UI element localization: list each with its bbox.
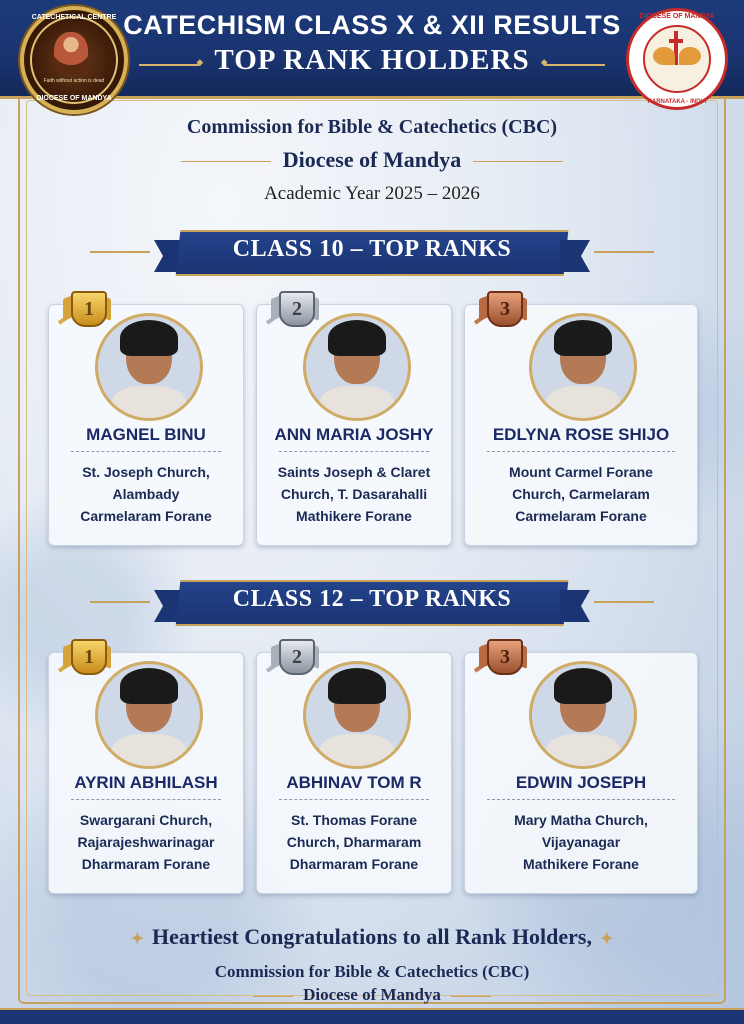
rank-card (256, 645, 452, 894)
congratulations-line (0, 924, 744, 950)
forane-line: Carmelaram Forane (80, 508, 212, 524)
sparkle-icon: ✦ (130, 931, 144, 948)
rank-card (256, 297, 452, 546)
class10-heading: CLASS 10 – TOP RANKS (232, 236, 512, 262)
parish-line: Alambady (112, 486, 180, 502)
congratulations-text: Heartiest Congratulations to all Rank Holders, (152, 924, 592, 949)
gold-medal-icon (65, 291, 109, 327)
diocese-logo (626, 8, 728, 110)
student-name: AYRIN ABHILASH (74, 773, 218, 792)
footer-diocese-wrap (0, 985, 744, 1005)
rank-number: 2 (279, 291, 315, 327)
dotted-divider (71, 799, 221, 800)
diocese-heading: Diocese of Mandya (282, 147, 462, 172)
bottom-band (0, 1008, 744, 1024)
rank-number: 1 (71, 639, 107, 675)
student-photo (529, 313, 637, 421)
ornament-right (545, 64, 605, 66)
student-photo (95, 313, 203, 421)
logo-right-top-text: DIOCESE OF MANDYA (639, 13, 715, 20)
catechetical-centre-logo (20, 6, 128, 114)
commission-heading: Commission for Bible & Catechetics (CBC) (186, 116, 558, 138)
parish-line: Church, Carmelaram (512, 486, 650, 502)
hand-left-icon (653, 47, 675, 65)
divider-line (253, 996, 293, 997)
student-name: ANN MARIA JOSHY (274, 425, 434, 444)
student-photo (529, 661, 637, 769)
forane-line: Mathikere Forane (523, 856, 639, 872)
student-photo (303, 661, 411, 769)
parish-line: Swargarani Church, (79, 812, 213, 828)
student-parish (261, 809, 447, 875)
rank-number: 3 (487, 639, 523, 675)
student-name: ABHINAV TOM R (286, 773, 422, 792)
hand-right-icon (679, 47, 701, 65)
bronze-medal-icon (481, 291, 525, 327)
logo-right-bottom-text: KARNATAKA - INDIA (647, 99, 707, 105)
rank-card (464, 645, 698, 894)
divider-line (473, 161, 563, 162)
dotted-divider (487, 451, 675, 452)
logo-left-top-text: CATECHETICAL CENTRE (31, 14, 117, 21)
ornament-left (139, 64, 199, 66)
gold-medal-icon (65, 639, 109, 675)
parish-line: Saints Joseph & Claret (277, 464, 431, 480)
forane-line: Mathikere Forane (296, 508, 412, 524)
forane-line: Dharmaram Forane (81, 856, 211, 872)
student-photo (303, 313, 411, 421)
student-parish (469, 809, 693, 875)
student-parish (53, 461, 239, 527)
class12-ribbon (0, 580, 744, 624)
class12-heading: CLASS 12 – TOP RANKS (232, 586, 512, 612)
student-name: EDWIN JOSEPH (515, 773, 647, 792)
forane-line: Dharmaram Forane (289, 856, 419, 872)
rank-card (48, 645, 244, 894)
parish-line: Mount Carmel Forane (509, 464, 653, 480)
student-name: MAGNEL BINU (86, 425, 206, 444)
rank-number: 2 (279, 639, 315, 675)
logo-left-motto: Faith without action is dead (43, 78, 105, 84)
diocese-heading-wrap (0, 147, 744, 173)
parish-line: St. Thomas Forane (290, 812, 418, 828)
class10-ribbon (0, 230, 744, 274)
poster-title: CATECHISM CLASS X & XII RESULTS (123, 10, 621, 40)
parish-line: Mary Matha Church, (514, 812, 648, 828)
saint-figure-icon (54, 32, 88, 74)
poster-subtitle: TOP RANK HOLDERS (214, 44, 530, 76)
footer-commission: Commission for Bible & Catechetics (CBC) (214, 962, 530, 981)
silver-medal-icon (273, 639, 317, 675)
parish-line: Church, T. Dasarahalli (280, 486, 428, 502)
parish-line: St. Joseph Church, (82, 464, 210, 480)
dotted-divider (487, 799, 675, 800)
parish-line: Church, Dharmaram (286, 834, 422, 850)
academic-year: Academic Year 2025 – 2026 (264, 183, 480, 204)
divider-line (451, 996, 491, 997)
rank-number: 3 (487, 291, 523, 327)
parish-line: Rajarajeshwarinagar (77, 834, 215, 850)
student-photo (95, 661, 203, 769)
dotted-divider (279, 799, 429, 800)
parish-line: Vijayanagar (541, 834, 621, 850)
forane-line: Carmelaram Forane (515, 508, 647, 524)
logo-left-bottom-text: DIOCESE OF MANDYA (36, 95, 112, 102)
sparkle-icon: ✦ (600, 931, 614, 948)
footer-diocese: Diocese of Mandya (303, 985, 441, 1004)
dotted-divider (279, 451, 429, 452)
student-parish (53, 809, 239, 875)
rank-card (48, 297, 244, 546)
rank-number: 1 (71, 291, 107, 327)
student-parish (469, 461, 693, 527)
bronze-medal-icon (481, 639, 525, 675)
rank-card (464, 297, 698, 546)
silver-medal-icon (273, 291, 317, 327)
dotted-divider (71, 451, 221, 452)
student-parish (261, 461, 447, 527)
student-name: EDLYNA ROSE SHIJO (492, 425, 670, 444)
divider-line (181, 161, 271, 162)
